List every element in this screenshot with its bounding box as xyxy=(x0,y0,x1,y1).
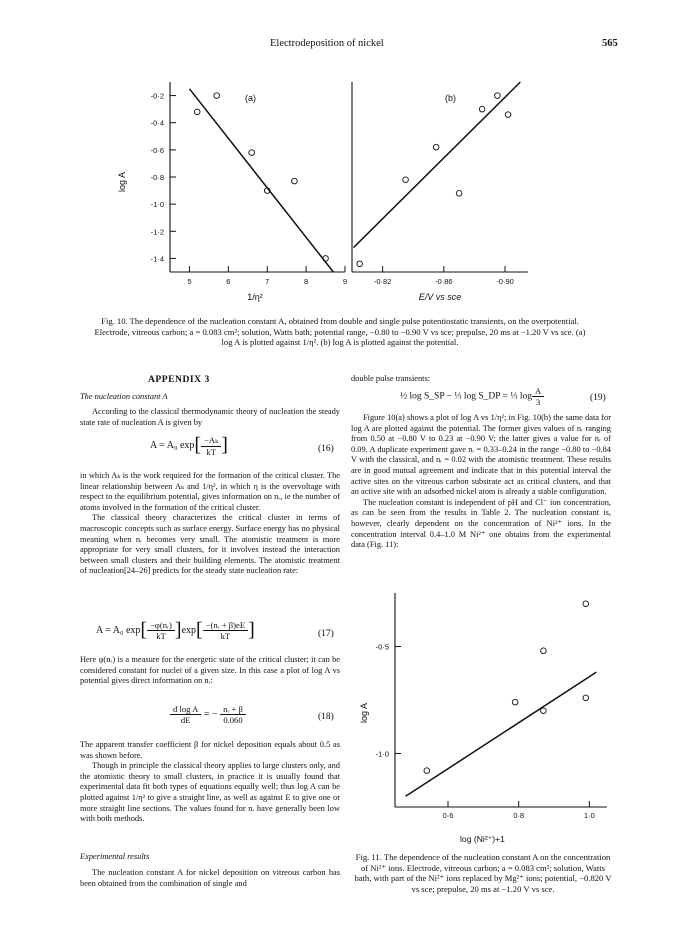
eq19-den: 3 xyxy=(535,397,541,407)
fig10a-y-tick-label-1: -0·4 xyxy=(150,118,164,128)
fig10b-x-tick-label-0: -0·82 xyxy=(373,277,392,286)
fig11-point-0 xyxy=(424,768,430,774)
fig10b-point-0 xyxy=(357,261,363,267)
eq19-num: A xyxy=(532,386,544,397)
fig11-x-label: log (Ni²⁺)+1 xyxy=(460,834,505,844)
eq18-number: (18) xyxy=(318,712,334,722)
fig11-y-tick-label-1: -1·0 xyxy=(375,749,389,759)
fig11-x-tick-label-1: 0·8 xyxy=(513,811,525,820)
right-paragraphs xyxy=(351,413,611,551)
equation-17: A = A₀ exp[ $\frac{\text{−φ(nᵣ)}}{kT}$ ]exp[ $\frac{\text{−(nᵣ + β)eE}}{kT}$ ] xyxy=(96,619,255,641)
page-number: 565 xyxy=(602,38,618,49)
fig10a-y-tick-label-4: -1·0 xyxy=(150,200,164,210)
appendix-heading: APPENDIX 3 xyxy=(148,374,210,385)
paragraph-7 xyxy=(80,868,340,889)
fig10a-x-tick-label-0: 5 xyxy=(187,277,192,286)
eq16-den: kT xyxy=(206,446,216,457)
equation-18 xyxy=(170,704,246,725)
fig11-caption: Fig. 11. The dependence of the nucleation constant A on the concentration of Ni²⁺ ions. Electrode, vitreous carbon; a = 0.083 cm²; solution, Watts bath, with part of the Ni²⁺ ions replaced by Mg²⁺ ions; potential, −0.820 V vs sce; prepulse, 20 ms at −1.20 V vs sce. xyxy=(354,852,612,894)
fig10a-x-label: 1/η² xyxy=(247,292,263,302)
fig10b-panel-label: (b) xyxy=(445,93,456,103)
fig11-y-tick-label-0: -0·5 xyxy=(375,642,389,652)
equation-16: A = A₀ exp[ $\frac{\text{−Aₖ}}{kT}$ ] xyxy=(150,434,228,457)
eq17-num1: −φ(nᵣ) xyxy=(147,620,175,631)
paragraph-4 xyxy=(80,655,340,687)
eq16-num: −Aₖ xyxy=(201,435,221,447)
eq17-b: exp xyxy=(181,624,197,636)
fig10b-point-4 xyxy=(479,106,485,112)
eq19-number: (19) xyxy=(590,393,606,403)
equation-19 xyxy=(400,386,544,407)
fig10-caption: Fig. 10. The dependence of the nucleation constant A, obtained from double and single pulse potentiostatic transients, on the overpotential. Electrode, vitreous carbon; a = 0.083 cm²; solution, Watts bath; potential range, −0.80 to −0.90 V vs sce; prepulse, 20 ms at −1.20 V vs sce. (a) log A is plotted against 1/η². (b) log A is plotted against the potential. xyxy=(94,316,586,348)
right-intro: double pulse transients: xyxy=(351,374,431,383)
text-p4: Here φ(nᵣ) is a measure for the energetic state of the critical cluster; it can be considered constant for nuclei of a given size. In this case a plot of log A vs potential gives direct information on nᵣ: xyxy=(80,655,340,686)
text-p3: The classical theory characterizes the critical cluster in terms of macroscopic concepts such as surface energy. Surface energy has no physical meaning when nᵣ becomes very small. The atomistic treatment is more appropriate for very small clusters, for it involves instead the interaction between small clusters and their building elements. The atomistic treatment of nucleation[24–26] predicts for the steady state nucleation rate: xyxy=(80,513,340,576)
eq18-eq: = − xyxy=(203,708,218,720)
eq17-number: (17) xyxy=(318,629,334,639)
fig10b-x-tick-label-1: -0·86 xyxy=(435,277,453,286)
fig10b-point-1 xyxy=(403,177,409,183)
fig11-point-4 xyxy=(583,695,589,701)
fig10a-point-1 xyxy=(194,109,200,115)
running-title: Electrodeposition of nickel xyxy=(270,38,384,49)
fig11-y-label: log A xyxy=(359,702,369,724)
fig10a-fit-line xyxy=(189,89,333,272)
fig11-x-tick-label-0: 0·6 xyxy=(442,811,454,820)
fig10a-y-tick-label-2: -0·6 xyxy=(150,145,164,155)
subheading-nucleation-constant: The nucleation constant A xyxy=(80,392,168,401)
eq18-den2: 0.060 xyxy=(223,715,243,725)
figure-11 xyxy=(345,585,610,825)
fig10a-x-tick-label-1: 6 xyxy=(226,277,231,286)
subheading-experimental: Experimental results xyxy=(80,852,150,861)
paragraph-5 xyxy=(80,740,340,825)
paragraph-2 xyxy=(80,471,340,577)
text-r1: Figure 10(a) shows a plot of log A vs 1/η²; in Fig. 10(b) the same data for log A are plotted against the potential. The former gives values of nᵣ ranging from 0.50 at −0.80 V to 0.23 at −0.90 V; the latter gives a value for nᵣ of 0.09. A duplicate experiment gave nᵣ = 0.33–0.24 in the range −0.80 to −0.84 V with the classical, and nᵣ = 0.02 with the atomistic treatment. These results are in good mutual agreement and indicate that in this potential interval the active sites on the vitreous carbon substrate act as critical clusters, and that an active site with an adsorbed nickel atom is already a stable configuration. xyxy=(351,413,611,497)
text-r2: The nucleation constant is independent of pH and Cl⁻ ion concentration, as can be seen from the results in Table 2. The nucleation constant is, however, clearly dependent on the concentration of Ni²⁺ ions. In the concentration interval 0.4–1.0 M Ni²⁺ one obtains from the experimental data (Fig. 11): xyxy=(351,497,611,550)
fig10a-y-tick-label-6: -1·4 xyxy=(150,254,164,264)
fig11-fit-line xyxy=(406,672,597,796)
fig11-x-tick-label-2: 1·0 xyxy=(583,811,595,820)
fig10b-x-tick-label-2: -0·90 xyxy=(496,277,514,286)
fig10a-point-0 xyxy=(214,93,220,99)
eq19-text: ½ log S_SP − ⅓ log S_DP = ⅓ log xyxy=(400,391,532,402)
fig10a-x-tick-label-2: 7 xyxy=(265,277,270,286)
fig10a-point-3 xyxy=(292,178,298,184)
fig10b-point-3 xyxy=(456,190,462,196)
eq17-den1: kT xyxy=(156,631,166,641)
eq16-lhs: A = A₀ exp xyxy=(150,439,195,451)
fig10b-point-6 xyxy=(505,112,511,118)
eq18-num2: nᵣ + β xyxy=(220,704,246,715)
eq18-den1: dE xyxy=(180,715,191,725)
fig10b-fit-line xyxy=(354,82,521,248)
fig11-point-5 xyxy=(583,601,589,607)
eq17-num2: −(nᵣ + β)eE xyxy=(203,620,248,631)
fig10a-y-tick-label-0: -0·2 xyxy=(150,91,164,101)
fig11-point-1 xyxy=(512,699,518,705)
text-p1: According to the classical thermodynamic theory of nucleation the steady state rate of nucleation A is given by xyxy=(80,407,340,427)
fig10a-x-tick-label-4: 9 xyxy=(342,277,348,286)
text-p5: The apparent transfer coefficient β for nickel deposition equals about 0.5 as was shown before. xyxy=(80,740,340,760)
figure-10 xyxy=(110,62,530,312)
fig10b-point-2 xyxy=(433,144,439,150)
eq17-den2: kT xyxy=(220,631,231,641)
fig10b-x-label: E/V vs sce xyxy=(418,292,462,302)
eq17-a: A = A₀ exp xyxy=(96,624,141,636)
paragraph-1 xyxy=(80,407,340,428)
text-p7: The nucleation constant A for nickel deposition on vitreous carbon has been obtained from the combination of single and xyxy=(80,868,340,888)
fig10a-x-tick-label-3: 8 xyxy=(304,277,309,286)
eq18-num1: d log A xyxy=(170,704,201,715)
text-p6: Though in principle the classical theory applies to large clusters only, and the atomistic theory to small clusters, in practice it is usually found that experimental data fit both types of equations equally well; thus log A can be plotted against 1/η² to give a straight line, as well as against E to give one or more straight line sections. The values found for nᵣ have generally been low with both methods. xyxy=(80,761,340,824)
eq16-number: (16) xyxy=(318,444,334,454)
fig10b-point-5 xyxy=(495,93,501,99)
fig10a-y-label: log A xyxy=(117,171,127,193)
fig11-point-3 xyxy=(541,648,547,654)
fig10a-y-tick-label-5: -1·2 xyxy=(150,227,164,237)
text-p2: in which Aₖ is the work required for the formation of the critical cluster. The linear relationship between Aₖ and 1/η², in which η is the overvoltage with respect to the equilibrium potential, gives information on nᵣ, ie the number of atoms involved in the formation of the critical cluster. xyxy=(80,471,340,512)
fig10a-y-tick-label-3: -0·8 xyxy=(150,173,164,182)
fig10a-panel-label: (a) xyxy=(245,93,256,103)
fig10a-point-2 xyxy=(249,150,255,156)
